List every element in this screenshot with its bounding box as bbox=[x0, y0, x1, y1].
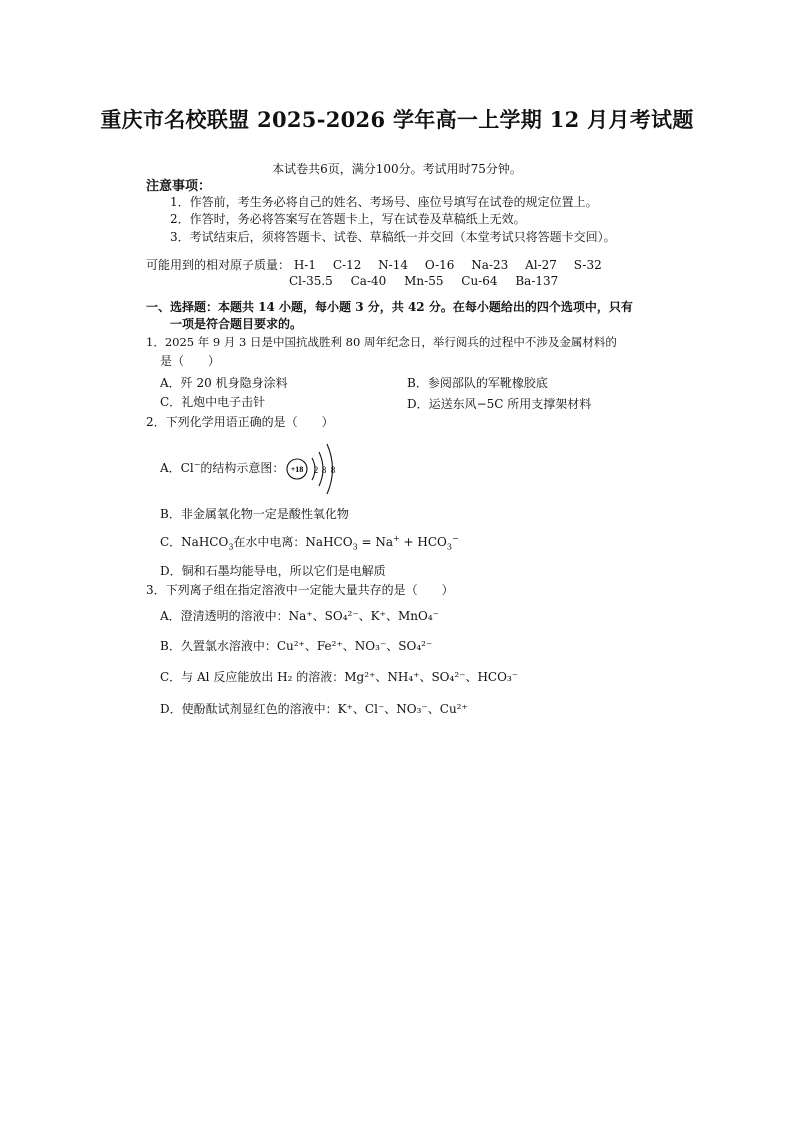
notes-heading: 注意事项： bbox=[146, 179, 212, 194]
atomic-mass-item: C-12 bbox=[332, 258, 362, 272]
q1-stem-cont: 是（ ） bbox=[160, 354, 221, 368]
atomic-mass-row1 bbox=[146, 256, 615, 273]
q3-option-d: D．使酚酞试剂显红色的溶液中：K⁺、Cl⁻、NO₃⁻、Cu²⁺ bbox=[160, 702, 468, 716]
shell-electron-count: 8 bbox=[321, 465, 327, 475]
section-heading-line1: 一、选择题：本题共 14 小题，每小题 3 分，共 42 分。在每小题给出的四个选项中，只有 bbox=[146, 300, 633, 314]
q2-option-c: C．NaHCO$_3$在水中电离：NaHCO$_3$ = $Na^+ + HCO_3^-$ bbox=[160, 534, 459, 552]
section-heading-line2: 一项是符合题目要求的。 bbox=[170, 317, 303, 331]
q2-option-d: D．铜和石墨均能导电，所以它们是电解质 bbox=[160, 564, 386, 578]
atomic-mass-item: Cu-64 bbox=[461, 274, 498, 288]
q1-option-a: A．歼 20 机身隐身涂料 bbox=[160, 376, 288, 390]
nucleus-charge: +18 bbox=[290, 465, 304, 474]
q1-option-b: B．参阅部队的军靴橡胶底 bbox=[407, 376, 548, 390]
q1-stem: 1．2025 年 9 月 3 日是中国抗战胜利 80 周年纪念日，举行阅兵的过程中不涉及金属材料的 bbox=[146, 335, 617, 349]
atomic-mass-item: N-14 bbox=[378, 258, 408, 272]
shell-electron-count: 2 bbox=[313, 465, 319, 475]
atomic-mass-item: S-32 bbox=[573, 258, 602, 272]
note-item: 3．考试结束后，须将答题卡、试卷、草稿纸一并交回（本堂考试只将答题卡交回）。 bbox=[170, 230, 616, 244]
atomic-mass-row2 bbox=[289, 274, 572, 288]
note-item: 1．作答前，考生务必将自己的姓名、考场号、座位号填写在试卷的规定位置上。 bbox=[170, 195, 598, 209]
exam-intro: 本试卷共6页，满分100分。考试用时75分钟。 bbox=[272, 162, 522, 176]
atomic-mass-item: H-1 bbox=[293, 258, 316, 272]
atomic-mass-item: Ca-40 bbox=[350, 274, 387, 288]
q2-stem: 2．下列化学用语正确的是（ ） bbox=[146, 415, 334, 429]
q1-option-d: D．运送东风−5C 所用支撑架材料 bbox=[407, 397, 592, 411]
q3-option-b: B．久置氯水溶液中：Cu²⁺、Fe²⁺、NO₃⁻、SO₄²⁻ bbox=[160, 639, 433, 653]
note-item: 2．作答时，务必将答案写在答题卡上，写在试卷及草稿纸上无效。 bbox=[170, 212, 526, 226]
q3-option-a: A．澄清透明的溶液中：Na⁺、SO₄²⁻、K⁺、MnO₄⁻ bbox=[160, 609, 439, 623]
q2-option-b: B．非金属氧化物一定是酸性氧化物 bbox=[160, 507, 349, 521]
atomic-mass-item: O-16 bbox=[424, 258, 455, 272]
atomic-mass-item: Mn-55 bbox=[404, 274, 444, 288]
q3-stem: 3．下列离子组在指定溶液中一定能大量共存的是（ ） bbox=[146, 583, 454, 597]
shell-electron-count: 8 bbox=[330, 465, 336, 475]
page-title: 重庆市名校联盟 2025-2026 学年高一上学期 12 月月考试题 bbox=[100, 107, 694, 132]
atomic-mass-item: Na-23 bbox=[471, 258, 509, 272]
q1-option-c: C．礼炮中电子击针 bbox=[160, 395, 266, 409]
q3-option-c: C．与 Al 反应能放出 H₂ 的溶液：Mg²⁺、NH₄⁺、SO₄²⁻、HCO₃⁻ bbox=[160, 670, 519, 684]
q2-option-a: A．Cl−的结构示意图： bbox=[160, 460, 285, 475]
atomic-mass-item: Cl-35.5 bbox=[289, 274, 333, 288]
atomic-mass-item: Al-27 bbox=[525, 258, 557, 272]
atomic-mass-item: Ba-137 bbox=[515, 274, 559, 288]
chloride-ion-structure-diagram bbox=[286, 440, 350, 500]
atomic-mass-label: 可能用到的相对原子质量： bbox=[146, 258, 291, 272]
